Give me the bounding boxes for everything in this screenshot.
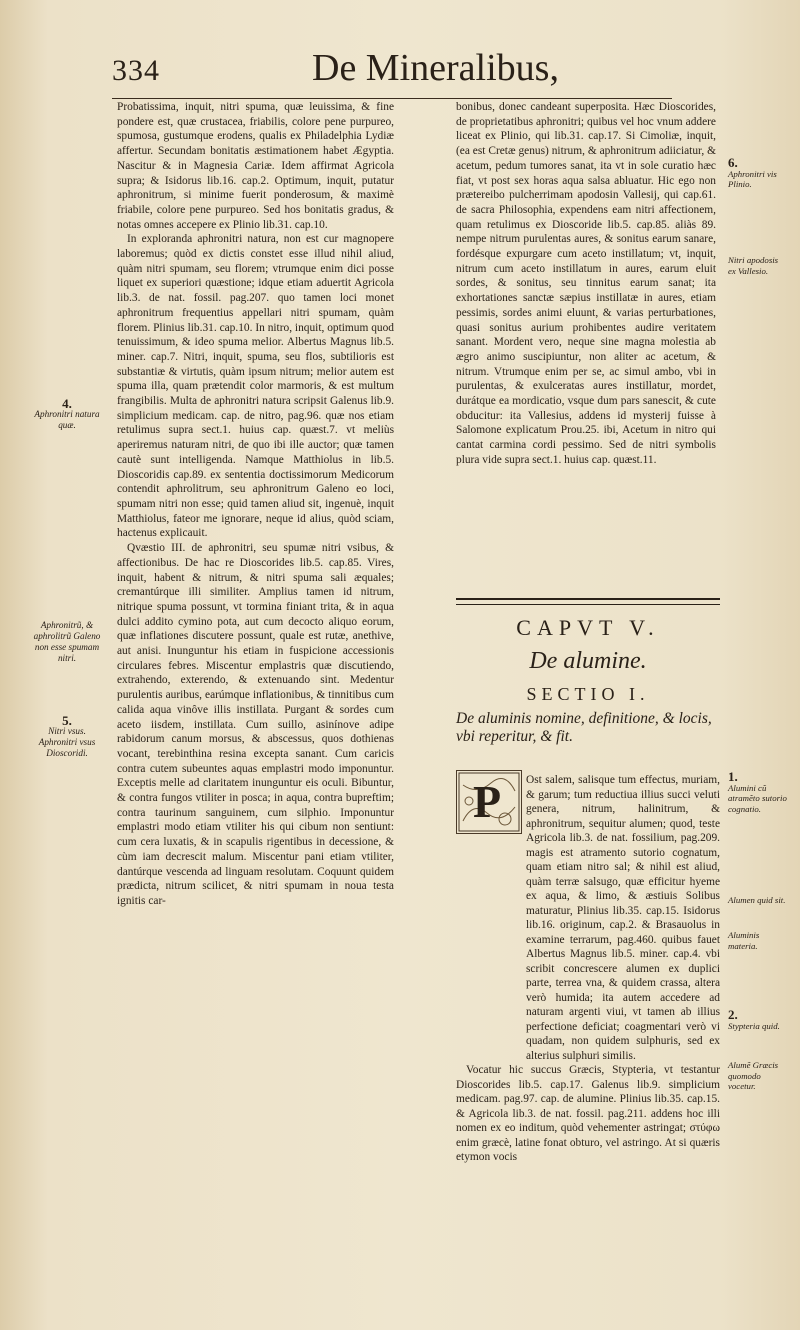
right-column-bottom: [456, 773, 720, 1165]
margin-note-right-2: [728, 255, 788, 276]
margin-note-text: Alumẽ Græcis quomodo vocetur.: [728, 1060, 779, 1091]
margin-note-number: 1.: [728, 769, 738, 784]
margin-note-text: Stypteria quid.: [728, 1020, 780, 1031]
margin-note-text: Nitri apodosis ex Vallesio.: [728, 255, 779, 276]
margin-note-number: 5.: [62, 713, 72, 728]
right-paragraph-bottom-2: Vocatur hic succus Græcis, Stypteria, vt testantur Dioscorides lib.5. cap.17. Galenus lib.9. simplicium medicam. pag.97. cap. de alumine. Plinius lib.35. cap.15. & Agricola lib.3. de nat. fossil. pag.211. addens hoc illi nomen ex eo inditum, quòd vehementer astringat; στύφω enim græcè, latine fonat obturo, vel astringo. At si quæris etymon vocis: [456, 1064, 720, 1163]
chapter-title: De alumine.: [529, 648, 647, 674]
chapter-divider-rule: [456, 598, 720, 605]
margin-note-right-7: [728, 1060, 788, 1092]
margin-note-number: 6.: [728, 155, 738, 170]
margin-note-text: Alumen quid sit.: [728, 895, 786, 905]
margin-note-number: 2.: [728, 1007, 738, 1022]
paragraph-text: Ost salem, salisque tum effectus, muriam, & garum; tum reductiua illius succi veluti genera, nitrum, halinitrum, & aphronitrum, sequitur alumen; quod, teste Agricola lib.3. de nat. fossilium, pag.209. magis est atramento sutorio cognatum, quam etiam nitro sal; & nihil est aliud, quàm terræ salsugo, quæ efficitur hyeme ex aqua, & limo, & æstiuis Solibus maturatur, Plinius lib.35. cap.15. Isidorus lib.16. originum, cap.2. & Brasauolus in examine terrarum, pag.460. quibus fauet Albertus Magnus lib.5. miner. cap.4. vbi scribit concrescere alumen ex duplici parte, terrea vna, & quidem crassa, altera verò humida; ita autem accedere ad naturam argenti viui, vt tamen ab illius perfectione deficiat; coagmentari verò vi quadam, non quidem sulphuris, sed ex alterius sulphuri similis.: [526, 774, 720, 1062]
margin-note-text: Aphronitri natura quæ.: [34, 409, 100, 430]
margin-note-number: 4.: [62, 396, 72, 411]
right-column-top: [456, 100, 716, 468]
margin-note-left-2: [28, 620, 106, 664]
margin-note-right-6: [728, 1007, 788, 1031]
margin-note-right-4: [728, 895, 788, 906]
chapter-number: CAPVT V.: [516, 615, 660, 640]
running-title: De Mineralibus,: [312, 47, 559, 89]
margin-note-right-1: [728, 155, 788, 190]
section-subheading: De aluminis nomine, definitione, & locis, vbi reperitur, & fit.: [456, 710, 712, 745]
left-paragraph-2: In exploranda aphronitri natura, non est cur magnopere laboremus; quòd ex dictis constet esse illud nihil aliud, quàm nitri spumam, seu florem; vtrumque enim dici posse liquet ex superiori quæstione; idque etiam aduertit Agricola lib.3. de nat. fossil. pag.207. quo tamen loci monet aphronitrum frequentius appellari nitri spumam, quàm florem. Plinius lib.31. cap.10. In nitro, inquit, optimum quod tenuissimum, & ideo spuma melior. Albertus Magnus lib.5. miner. cap.7. Nitri, inquit, spuma, seu flos, subtilioris est substantiæ & virtutis, quàm ipsum nitrum; melior autem est spuma illa, quam prætendit color marmoris, & est multum frangibilis. Multa de aphronitri natura scripsit Galenus lib.9. simplicium medicam. cap. de nitro, pag.96. quæ nos etiam retulimus supra sect.1. huius cap. quæst.7. vt meliùs aperiremus naturam nitri, de quo ibi ille auctor; quæ tamen cautè sunt intelligenda. Namque Matthiolus in lib.5. Dioscoridis cap.89. ex sententia doctissimorum Medicorum contendit aphrolitrum, seu aphronitrum Galeno eo loci, spumam nitri non esse; quid tamen aliud sit, ingenuè, inquit Matthiolus, fateor me ignorare, neque id alius, quòd sciam, hactenus explicauit.: [117, 233, 394, 540]
dropcap-letter: P: [473, 776, 502, 827]
margin-note-text: Aphronitrũ, & aphrolitrũ Galeno non esse spumam nitri.: [33, 620, 101, 663]
right-paragraph-bottom-1: [456, 773, 720, 1063]
margin-note-text: Nitri vsus. Aphronitri vsus Dioscoridi.: [38, 726, 96, 758]
page-number: 334: [112, 54, 160, 87]
margin-note-text: Aphronitri vis Plinio.: [728, 168, 777, 189]
page-header: [112, 42, 672, 99]
left-paragraph-1: Probatissima, inquit, nitri spuma, quæ leuissima, & fine pondere est, quæ crustacea, friabilis, colore pene purpureo, spumosa, gustumque erodens, qualis ex Philadelphia Lydiæ affertur. Secundam bonitatis æstimationem habet Ægyptia. Nascitur & in Magnesia Cariæ. Idem affirmat Agricola supra; & Isidorus lib.16. cap.2. Optimum, inquit, putatur aphronitrum, si minime fuerit ponderosum, & maximè friabile, colore pene purpureo. Sed hos bonitatis gradus, & notas omnes accepere ex Plinio lib.31. cap.10.: [117, 101, 394, 231]
left-column: [117, 100, 394, 909]
margin-note-text: Aluminis materia.: [728, 930, 760, 951]
right-paragraph-top: bonibus, donec candeant superposita. Hæc Dioscorides, de proprietatibus aphronitri; quibus vel hoc vnum addere liceat ex Plinio, qui lib.31. cap.17. Si Cimoliæ, inquit, (ea est Cretæ genus) nitrum, & aphronitrum adiiciatur, & acetum, pedum tumores sanat, ita vt in sole curatio hæc fiat, vt post sex horas aqua salsa abluatur. Hic ego non prætereibo pulcherrimam apodosin Vallesij, qui cap.61. de sacra Philosophia, expendens eam nitri affectionem, quam retulimus ex Dioscoride lib.5. cap.85. aliàs 89. nempe nitrum purulentas aures, & sonitus earum sanare, fordésque expurgare cum aceto instillatum; vt, inquit, nitrum cum aceto instillatum in aures, earum eluit sordes, & sonitus, seu tinnitus earum sanat; ita exhortationes sanctæ sæpius instillatæ in aures, etiam pessimis, sordes animi eluunt, & varias perturbationes, quasi sonitus aurium prohibentes audire veritatem sanant. Mordent vero, neque sine magna molestia ab ægro animo suscipiuntur, non aliter ac acetum, & nitrum. Vtrumque enim per se, ac simul ambo, vbi in purulentas, & exulceratas aures instillatur, mordet, durátque ea mordicatio, vsque dum pars sanescit, & cute obducitur: ita Vallesius, addens id mysterij fuisse à Salomone explicatum Prou.25. ibi, Acetum in nitro qui cantat carmina cordi pessimo. Sed de nitri symbolis plura vide supra sect.1. huius cap. quæst.11.: [456, 101, 716, 466]
margin-note-left-3: [28, 715, 106, 759]
margin-note-right-3: [728, 769, 788, 814]
margin-note-left-1: [28, 398, 106, 431]
margin-note-right-5: [728, 930, 788, 951]
section-number: SECTIO I.: [526, 684, 650, 704]
margin-note-text: Alumini cũ atramẽto sutorio cognatio.: [728, 782, 787, 814]
left-paragraph-3: Qvæstio III. de aphronitri, seu spumæ nitri vsibus, & affectionibus. De hac re Dioscorides lib.5. cap.85. Vires, inquit, habent & nitrum, & nitri spuma sali æquales; cremantúrque illi similiter. Amplius tamen id nitrum, nitrique spuma possunt, vt tormina finiant trita, & in aqua dulci addito cymino pota, aut cum decocto aliquo eorum, quæ inflationes discutere possunt, quale est rutæ, anethive, aut anisi. Inunguntur his etiam in fuspicione accessionis circulares febres. Miscentur emplastris quæ discutiendo, extrahendo, exterendo, & extenuando sint. Medentur purulentis auribus, earúmque inflationibus, & tinnitibus cum calida aqua vinôve illis instillata. Purgant & sordes cum aceto iisdem, instillata. Cum suillo, asinínove adipe rabidorum canum morsus, & abscessus, quos dothienas vocant, terebinthina resina excepta sanant. Cum caricis contra cutem subeuntes aquas emplastri modo imponuntur. Exceptis melle ad claritatem inunguntur eis oculi. Bibuntur, & contra fungos vtiliter in posca; in aqua, contra bupreftim; contra taurinum sanguinem, cum silphio. Imponuntur emplastri modo etiam vtiliter his qui cibum non sentiunt: cum cera luxatis, & in scapulis rigentibus in decessione, & cùm iam decrescit malum. Miscentur pani etiam vtiliter, dantúrque vescenda ad linguam resolutam. Coquunt quidem prædicta, nitrum scilicet, & nitri spumam in noua testa ignitis car-: [117, 542, 394, 907]
